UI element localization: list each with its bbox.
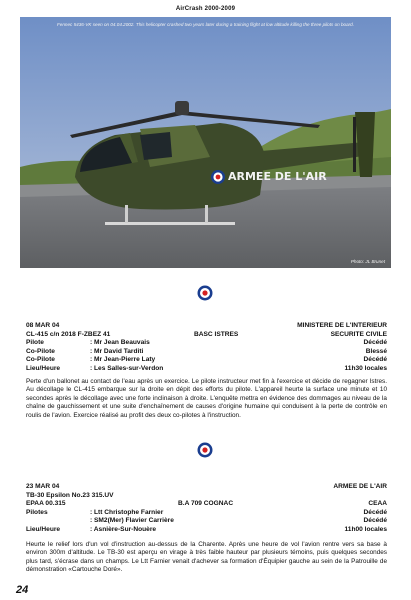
record-operator: ARMEE DE L'AIR [333,483,387,490]
location-row: Lieu/Heure : Asnière-Sur-Nouère 11h00 locales [26,525,387,533]
helicopter-illustration [20,17,391,268]
page-header: AirCrash 2000-2009 [175,6,236,12]
record-service: SECURITE CIVILE [330,330,387,338]
record-description: Heurte le relief lors d'un vol d'instruction au-dessus de la Charente. Après une heure de vol l'avion rentre vers sa base à environ 300m d'altitude. Le TB-30 est aperçu en virage à très faible hauteur par plusieurs témoins, puis quelques secondes plus tard, s'écrase dans un champs. Le Ltt Farnier venait d'achever sa formation d'Équipier gauche au sein de la Patrouille de démonstration «Cartouche Doré». [26,541,387,574]
crew-row: Co-Pilote : Mr Jean-Pierre Laty Décédé [26,356,387,364]
photo-credit: Photo: JL Brunet [350,259,385,264]
fuselage-lettering: ARMEE DE L'AIR [228,170,327,183]
location-row: Lieu/Heure : Les Salles-sur-Verdon 11h30 locales [26,364,387,372]
crew-row: : SM2(Mer) Flavier Carrière Décédé [90,517,387,525]
record-aircraft: TB-30 Epsilon No.23 315.UV [26,491,114,499]
record-unit-short: CEAA [368,500,387,508]
helicopter-photo [20,17,391,268]
crew-row: Pilotes : Ltt Christophe Farnier Décédé [26,508,387,516]
accident-record-1 [26,322,387,374]
crew-row: Co-Pilote : Mr David Tarditi Blessé [26,347,387,355]
roundel-icon [197,442,213,458]
record-base: BASC ISTRES [194,330,239,338]
page-number: 24 [16,584,29,596]
record-description: Perte d'un ballonet au contact de l'eau après un exercice. Le pilote instructeur met fin à l'exercice et décide de regagner Istres. Au décollage le CL-415 embarque sur la droite en dépit des efforts du pilote. L'appareil heurte la surface une minute et 10 secondes après le décollage avec une forte inclinaison à droite. L'enquête mettra en évidence des dommages au niveau de la chaîne de gauchissement et une suite d'enchaînement de causes d'origine humaine qui conduisent à la perte de contrôle en roulis de l'avion. Exercice réalisé au profit des deux co-pilotes à l'instruction. [26,378,387,419]
record-base: B.A 709 COGNAC [178,500,234,508]
accident-record-2 [26,483,387,535]
roundel-icon [197,285,213,301]
record-aircraft: CL-415 c/n 2018 F-ZBEZ 41 [26,330,111,338]
crew-row: Pilote : Mr Jean Beauvais Décédé [26,339,387,347]
record-operator: MINISTERE DE L'INTERIEUR [297,322,387,329]
record-unit: EPAA 00.315 [26,500,66,508]
record-date: 08 MAR 04 [26,322,60,329]
photo-caption: Fennec 5436-VK seen on 04.04.2002. This helicopter crashed two years later during a training flight at low altitude killing the three pilots on board. [57,22,354,27]
record-date: 23 MAR 04 [26,483,60,490]
